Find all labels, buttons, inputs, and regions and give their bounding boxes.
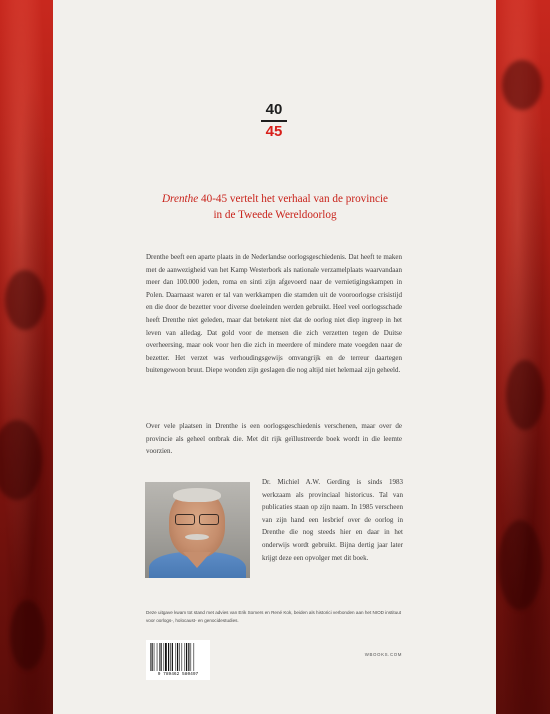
author-photo-glasses bbox=[175, 514, 219, 524]
drenthe-40-45-logo bbox=[258, 102, 290, 140]
headline-title-italic: Drenthe bbox=[161, 193, 199, 205]
credits-note: Deze uitgave kwam tot stand met advies van Erik Somers en René Kok, beiden als historici verbonden aan het NIOD instituut voor oorlogs-, holocaust- en genocidestudies. bbox=[146, 610, 402, 623]
barcode-bar bbox=[185, 643, 186, 671]
barcode-bar bbox=[150, 643, 151, 671]
barcode-bar bbox=[170, 643, 171, 671]
author-photo bbox=[145, 482, 250, 578]
left-photo-strip bbox=[0, 0, 53, 714]
logo-year-top: 40 bbox=[265, 101, 283, 118]
headline bbox=[160, 191, 390, 223]
barcode-bar bbox=[177, 643, 178, 671]
author-photo-mustache bbox=[185, 534, 209, 540]
barcode-bar bbox=[165, 643, 167, 671]
publisher-website: WBOOKS.COM bbox=[364, 652, 402, 657]
headline-title-rest: 40-45 vertelt het verhaal van de provincie in de Tweede Wereldoorlog bbox=[198, 193, 389, 221]
barcode-bar bbox=[161, 643, 162, 671]
barcode-bars bbox=[149, 643, 207, 671]
barcode-bar bbox=[159, 643, 160, 671]
barcode-bar bbox=[154, 643, 155, 671]
second-paragraph: Over vele plaatsen in Drenthe is een oorlogsgeschiedenis verschenen, maar over de provincie als geheel ontbrak die. Met dit rijk geïllustreerde boek wordt in die leemte voorzien. bbox=[146, 422, 402, 456]
barcode-bar bbox=[168, 643, 169, 671]
logo-divider bbox=[261, 120, 287, 122]
author-bio: Dr. Michiel A.W. Gerding is sinds 1983 werkzaam als provinciaal historicus. Tal van publicaties staan op zijn naam. In 1985 verscheen van zijn hand een lesbrief over de oorlog in Drenthe die nog steeds hier en daar in het onderwijs wordt gebruikt. Bijna dertig jaar later krijgt deze een opvolger met dit boek. bbox=[262, 478, 403, 562]
barcode-bar bbox=[152, 643, 153, 671]
barcode-bar bbox=[194, 643, 195, 671]
logo-year-bottom: 45 bbox=[265, 122, 283, 140]
barcode-number: 9 789462 580497 bbox=[157, 672, 199, 677]
author-photo-hair bbox=[173, 488, 221, 502]
isbn-barcode bbox=[146, 640, 210, 680]
barcode-bar bbox=[186, 643, 187, 671]
barcode-bar bbox=[176, 643, 177, 671]
barcode-bar bbox=[157, 643, 158, 671]
barcode-bar bbox=[188, 643, 189, 671]
intro-paragraph: Drenthe beeft een aparte plaats in de Nederlandse oorlogsgeschiedenis. Dat heeft te maken met de aanwezigheid van het Kamp Westerbork als nationale verzamelplaats waarvandaan meer dan 100.000 joden, roma en sinti zijn afgevoerd naar de vernietigingskampen in Polen. Daarnaast waren er tal van werkkampen die stamden uit de vooroorlogse crisistijd en die door de bezetter voor diverse doeleinden werden gebruikt. Heel veel oorlogsschade heeft Drenthe niet geleden, maar dat betekent niet dat de oorlog niet diep ingreep in het leven van alledag. Dat gold voor de mensen die zich verzetten tegen de Duitse overheersing, maar ook voor hen die zich in meerdere of mindere mate voegden naar de bezetter. Het verzet was verhoudingsgewijs omvangrijk en de terreur daartegen buitengewoon bruut. Diepe wonden zijn geslagen die nog altijd niet helemaal zijn geheeld. bbox=[146, 253, 402, 375]
right-photo-strip bbox=[496, 0, 550, 714]
barcode-bar bbox=[172, 643, 173, 671]
barcode-bar bbox=[164, 643, 165, 671]
barcode-bar bbox=[191, 643, 192, 671]
barcode-bar bbox=[179, 643, 180, 671]
barcode-bar bbox=[182, 643, 183, 671]
